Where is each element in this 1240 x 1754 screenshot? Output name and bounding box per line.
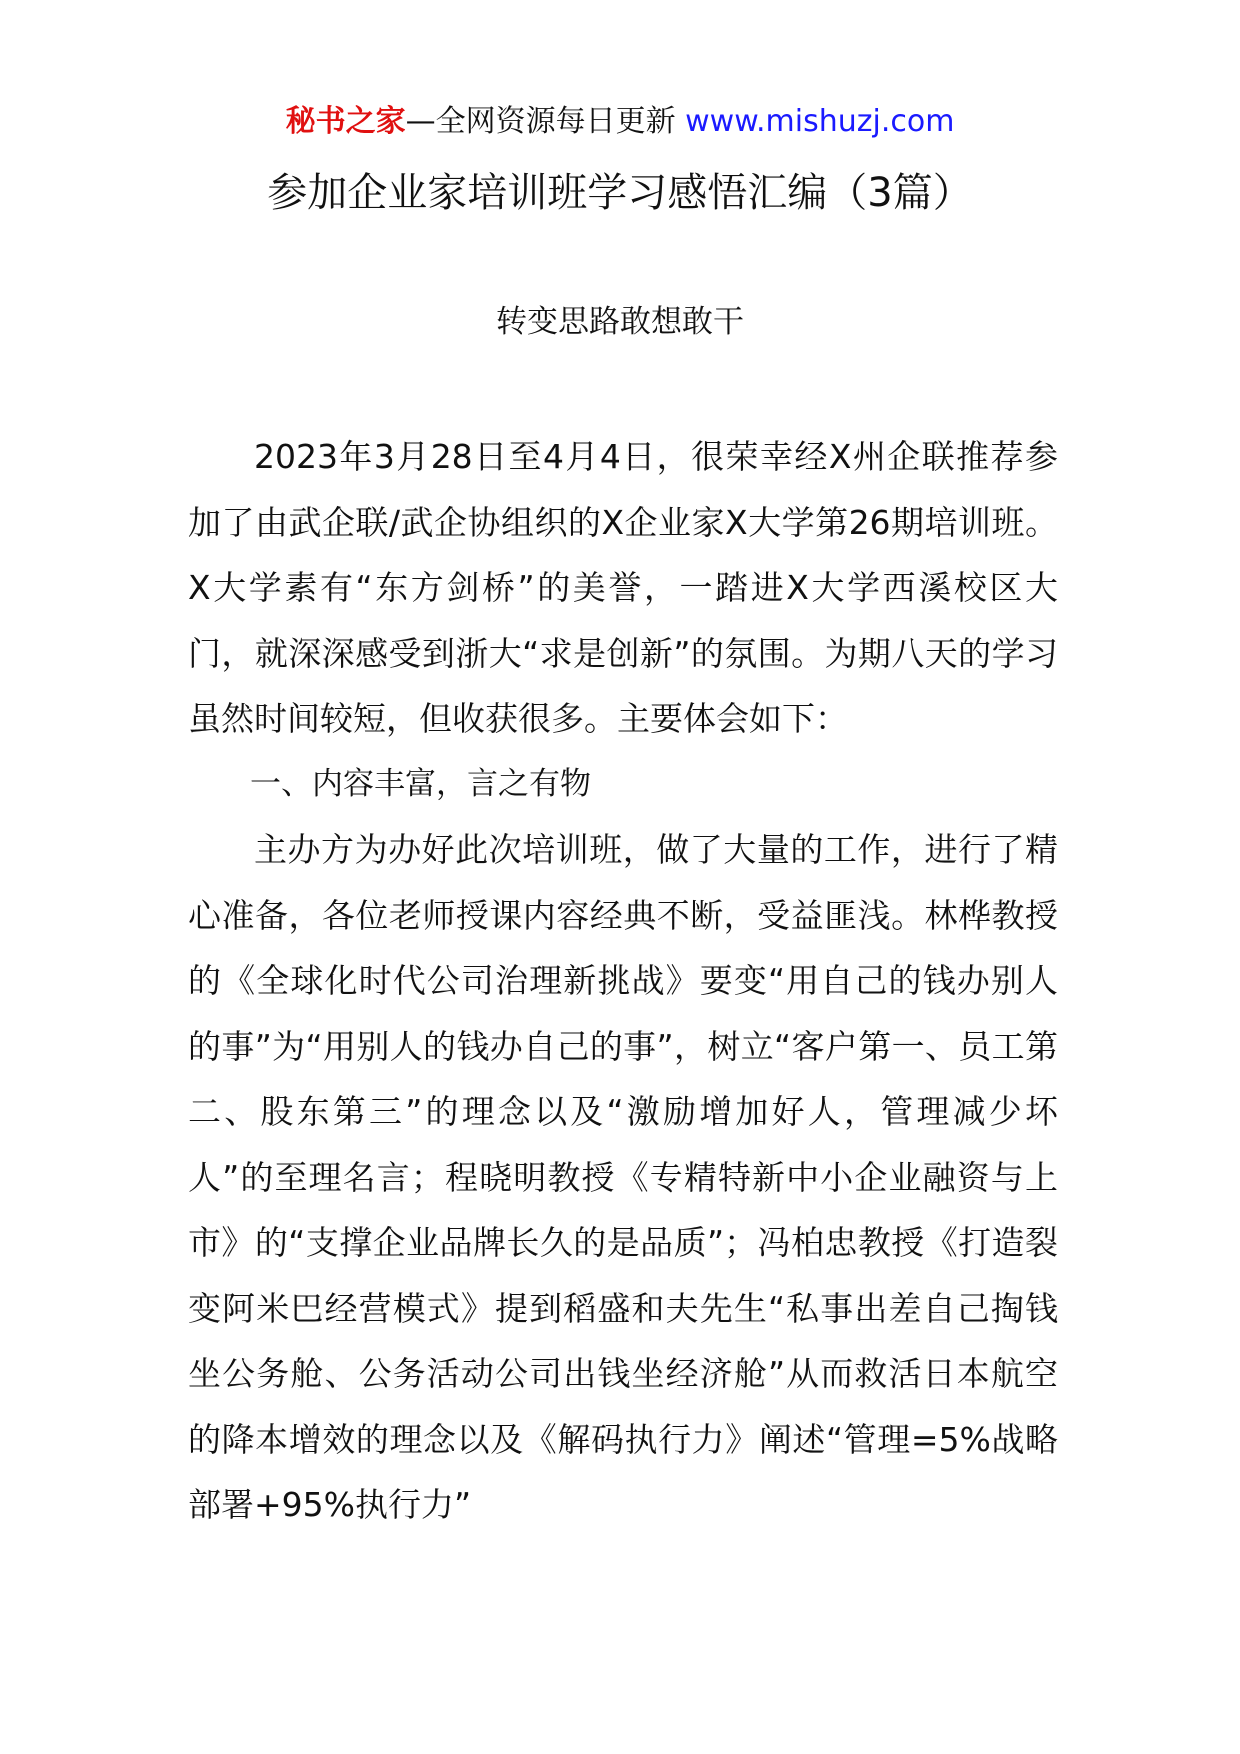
- site-banner: [0, 100, 1240, 144]
- site-url-link[interactable]: www.mishuzj.com: [685, 104, 955, 139]
- document-body: [188, 424, 1058, 1538]
- section-heading: 一、内容丰富，言之有物: [250, 765, 591, 802]
- body-paragraph-intro: 2023年3月28日至4月4日，很荣幸经X州企联推荐参加了由武企联/武企协组织的X企业家X大学第26期培训班。X大学素有“东方剑桥”的美誉，一踏进X大学西溪校区大门，就深深感受到浙大“求是创新”的氛围。为期八天的学习虽然时间较短，但收获很多。主要体会如下：: [188, 437, 1058, 738]
- document-title: 参加企业家培训班学习感悟汇编（3篇）: [267, 170, 973, 216]
- site-tagline: —全网资源每日更新: [405, 104, 676, 139]
- body-paragraph-content: 主办方为办好此次培训班，做了大量的工作，进行了精心准备，各位老师授课内容经典不断，受益匪浅。林桦教授的《全球化时代公司治理新挑战》要变“用自己的钱办别人的事”为“用别人的钱办自己的事”，树立“客户第一、员工第二、股东第三”的理念以及“激励增加好人，管理减少坏人”的至理名言；程晓明教授《专精特新中小企业融资与上市》的“支撑企业品牌长久的是品质”；冯柏忠教授《打造裂变阿米巴经营模式》提到稻盛和夫先生“私事出差自己掏钱坐公务舱、公务活动公司出钱坐经济舱”从而救活日本航空的降本增效的理念以及《解码执行力》阐述“管理=5%战略部署+95%执行力”: [188, 830, 1058, 1524]
- section-subtitle: 转变思路敢想敢干: [496, 304, 744, 340]
- site-brand: 秘书之家: [285, 104, 406, 139]
